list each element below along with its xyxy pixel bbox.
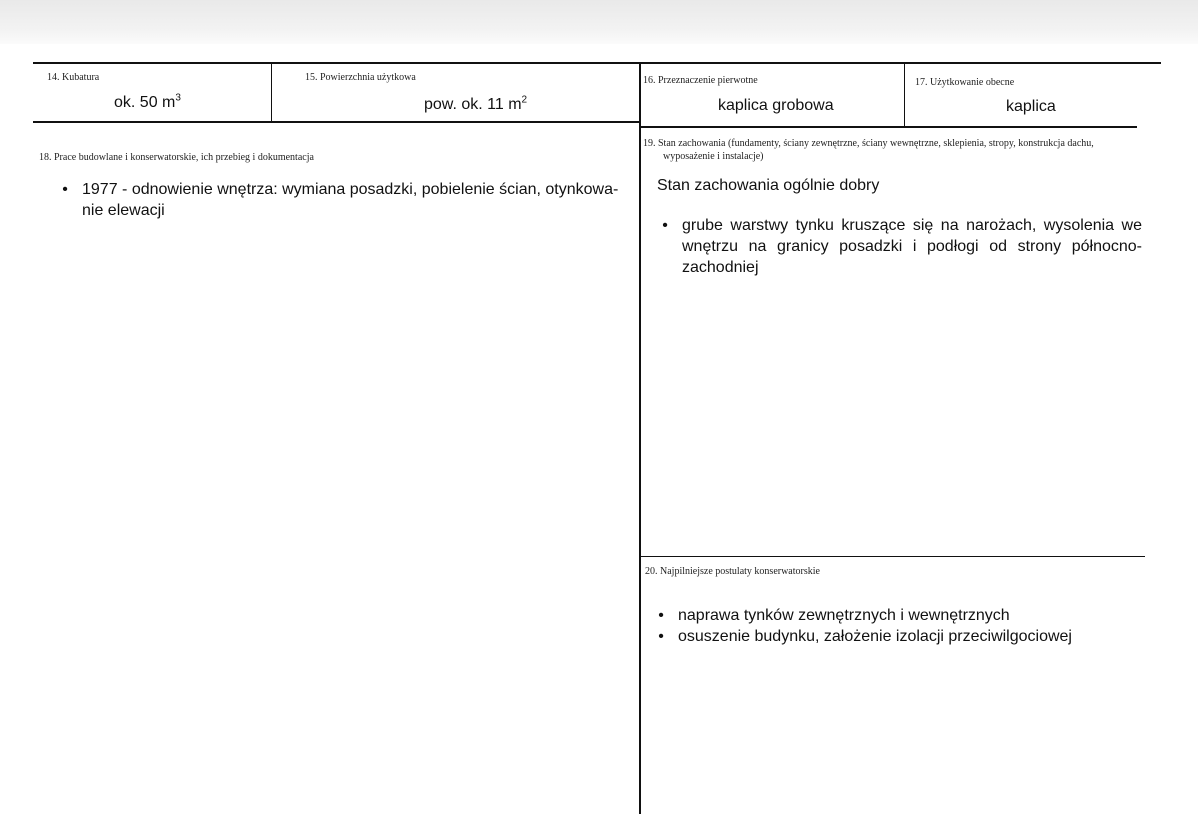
field-19-item bbox=[656, 215, 1142, 278]
field-14-value-main: ok. 50 m bbox=[114, 94, 176, 111]
field-18-item bbox=[56, 179, 626, 221]
field-15-value bbox=[424, 94, 527, 115]
field-14-label: 14. Kubatura bbox=[47, 72, 100, 83]
header-bottom-line-right bbox=[640, 126, 1137, 128]
field-19-summary: Stan zachowania ogólnie dobry bbox=[657, 177, 880, 194]
field-15-label: 15. Powierzchnia użytkowa bbox=[305, 72, 416, 83]
divider-14-15 bbox=[271, 62, 272, 122]
field-17-label: 17. Użytkowanie obecne bbox=[915, 77, 1015, 88]
field-16-label: 16. Przeznaczenie pierwotne bbox=[643, 75, 758, 86]
field-18-item-line-2: nie elewacji bbox=[82, 202, 165, 219]
header-bottom-line-left bbox=[33, 121, 641, 123]
field-20-item-text: naprawa tynków zewnętrznych i wewnętrznych bbox=[678, 607, 1010, 624]
field-16-value: kaplica grobowa bbox=[718, 97, 834, 114]
field-14-value-sup: 3 bbox=[175, 92, 181, 104]
field-19-label: 19. Stan zachowania (fundamenty, ściany zewnętrzne, ściany wewnętrzne, sklepienia, stropy, konstrukcja dachu, bbox=[643, 138, 1094, 149]
field-19-item-text: grube warstwy tynku kruszące się na narożach, wysolenia we wnętrzu na granicy posadzki i podłogi od strony północno-zachodniej bbox=[682, 217, 1142, 276]
field-20-item-text: osuszenie budynku, założenie izolacji przeciwilgociowej bbox=[678, 628, 1072, 645]
field-18-item-line-1: 1977 - odnowienie wnętrza: wymiana posadzki, pobielenie ścian, otynkowa- bbox=[82, 181, 619, 198]
field-19-list bbox=[656, 215, 1142, 278]
field-20-label: 20. Najpilniejsze postulaty konserwatorskie bbox=[645, 566, 820, 577]
top-border-line bbox=[33, 62, 1161, 64]
divider-19-20 bbox=[640, 556, 1145, 557]
field-19-label-line2: wyposażenie i instalacje) bbox=[663, 151, 764, 162]
divider-16-17 bbox=[904, 62, 905, 127]
field-14-value bbox=[114, 92, 181, 113]
field-15-value-main: pow. ok. 11 m bbox=[424, 96, 522, 113]
field-20-item bbox=[652, 626, 1132, 647]
bullet-icon: • bbox=[662, 217, 668, 234]
bullet-icon: • bbox=[62, 181, 68, 198]
field-17-value: kaplica bbox=[1006, 98, 1056, 115]
field-18-list bbox=[56, 179, 626, 221]
bullet-icon: • bbox=[658, 607, 664, 624]
field-20-list bbox=[652, 605, 1132, 647]
field-15-value-sup: 2 bbox=[521, 94, 528, 106]
bullet-icon: • bbox=[658, 628, 664, 645]
scan-top-margin bbox=[0, 0, 1198, 44]
field-20-item bbox=[652, 605, 1132, 626]
field-18-label: 18. Prace budowlane i konserwatorskie, ich przebieg i dokumentacja bbox=[39, 152, 314, 163]
center-divider bbox=[639, 62, 641, 814]
